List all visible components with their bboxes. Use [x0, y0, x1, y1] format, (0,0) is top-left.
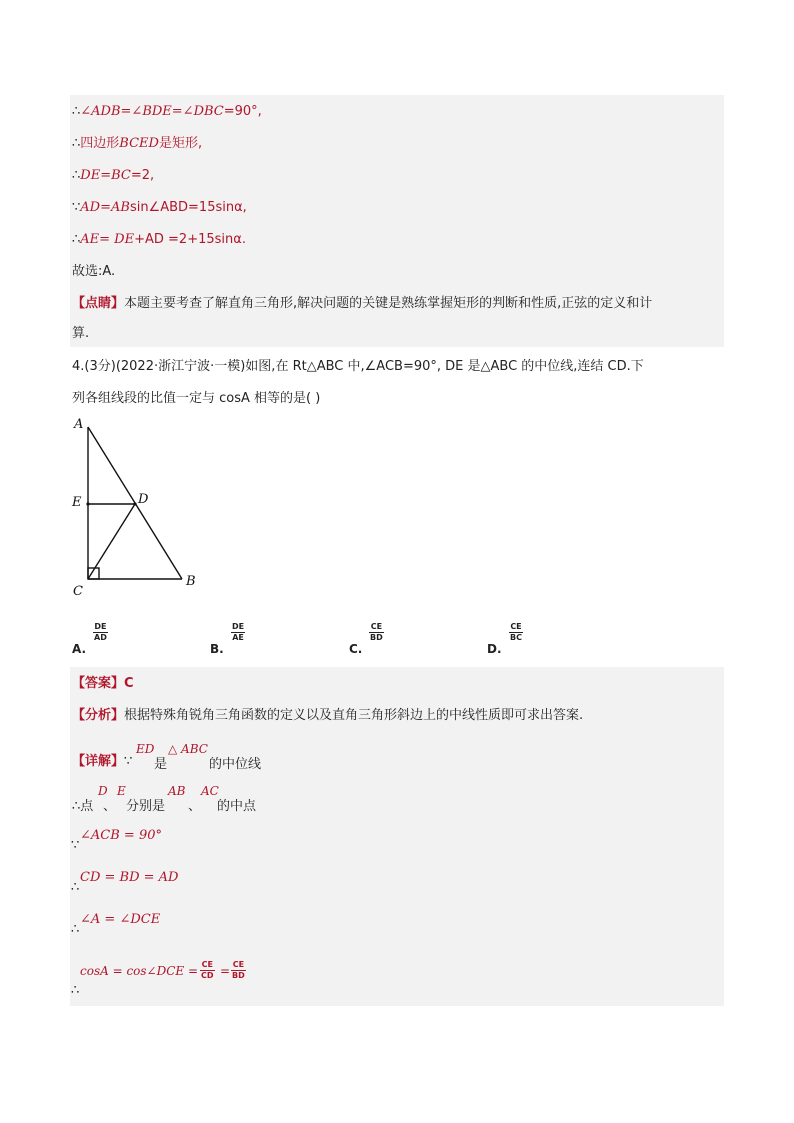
note-line-2: 算. [72, 326, 90, 341]
pts-sep2: 、 [188, 799, 202, 814]
label-a: A [74, 417, 84, 432]
eq-2-symbol: ∴ [71, 880, 80, 895]
detail-abc: △ ABC [168, 742, 208, 756]
eq-4-symbol: ∴ [71, 983, 80, 998]
eq-3: ∠A = ∠DCE [80, 912, 161, 927]
eq-3-symbol: ∴ [71, 922, 80, 937]
solution-line-3: ∴DE=BC=2, [72, 168, 155, 183]
detail-ed: ED [136, 742, 155, 756]
detail-tag: 【详解】 [72, 754, 125, 769]
detail-line: 【详解】∵ [72, 754, 133, 769]
eq-1: ∠ACB = 90° [80, 828, 162, 843]
eq-4-frac-1: $\frac{CE}{CD}$ [201, 960, 214, 980]
pts-e: E [117, 784, 126, 798]
triangle-figure [68, 412, 208, 602]
answer-tag: 【答案】 [72, 676, 125, 691]
pts-sep1: 、 [103, 799, 117, 814]
eq-4-lhs: cosA = cos∠DCE = [80, 964, 199, 978]
answer-line [72, 675, 134, 693]
label-e: E [72, 495, 82, 510]
pts-ac: AC [201, 784, 219, 798]
eq-1-symbol: ∵ [71, 838, 80, 853]
solution-line-5: ∴AE= DE+AD =2+15sinα. [72, 232, 246, 247]
analysis-tag: 【分析】 [72, 708, 125, 723]
option-b[interactable]: B. [210, 642, 224, 656]
option-d-fraction: $\frac{CE}{BC}$ [510, 622, 522, 642]
question-line-1: 4.(3分)(2022·浙江宁波·一模)如图,在 Rt△ABC 中,∠ACB=90°, DE 是△ABC 的中位线,连结 CD.下 [72, 359, 644, 374]
analysis-line: 【分析】根据特殊角锐角三角函数的定义以及直角三角形斜边上的中线性质即可求出答案. [72, 708, 584, 723]
pts-are: 分别是 [126, 799, 166, 814]
solution-line-4: ∵AD=ABsin∠ABD=15sinα, [72, 200, 247, 215]
eq-4-equals: = [220, 964, 231, 978]
option-c-fraction: $\frac{CE}{BD}$ [370, 622, 383, 642]
option-c[interactable]: C. [349, 642, 363, 656]
eq-2: CD = BD = AD [80, 870, 179, 885]
label-b: B [186, 574, 196, 589]
option-a-fraction: $\frac{DE}{AD}$ [94, 622, 107, 642]
detail-is: 是 [154, 757, 168, 772]
pts-mid: 的中点 [217, 799, 257, 814]
solution-line-1: ∴∠ADB=∠BDE=∠DBC=90°, [72, 104, 262, 119]
option-b-fraction: $\frac{DE}{AE}$ [232, 622, 245, 642]
label-d: D [138, 492, 149, 507]
eq-4-frac-2: $\frac{CE}{BD}$ [232, 960, 245, 980]
question-line-2: 列各组线段的比值一定与 cosA 相等的是( ) [72, 391, 321, 406]
pts-d: D [98, 784, 108, 798]
pts-ab: AB [168, 784, 186, 798]
note-line-1: 【点睛】本题主要考查了解直角三角形,解决问题的关键是熟练掌握矩形的判断和性质,正弦的定义和计 [72, 296, 653, 311]
solution-line-2: ∴四边形BCED是矩形, [72, 136, 203, 151]
detail-mid: 的中位线 [209, 757, 262, 772]
option-a[interactable]: A. [72, 642, 87, 656]
answer-choice-line: 故选:A. [72, 264, 116, 279]
note-tag: 【点睛】 [72, 296, 125, 311]
pts-therefore: ∴点 [72, 799, 94, 814]
label-c: C [73, 584, 83, 599]
option-d[interactable]: D. [487, 642, 502, 656]
answer-value: C [124, 676, 134, 691]
